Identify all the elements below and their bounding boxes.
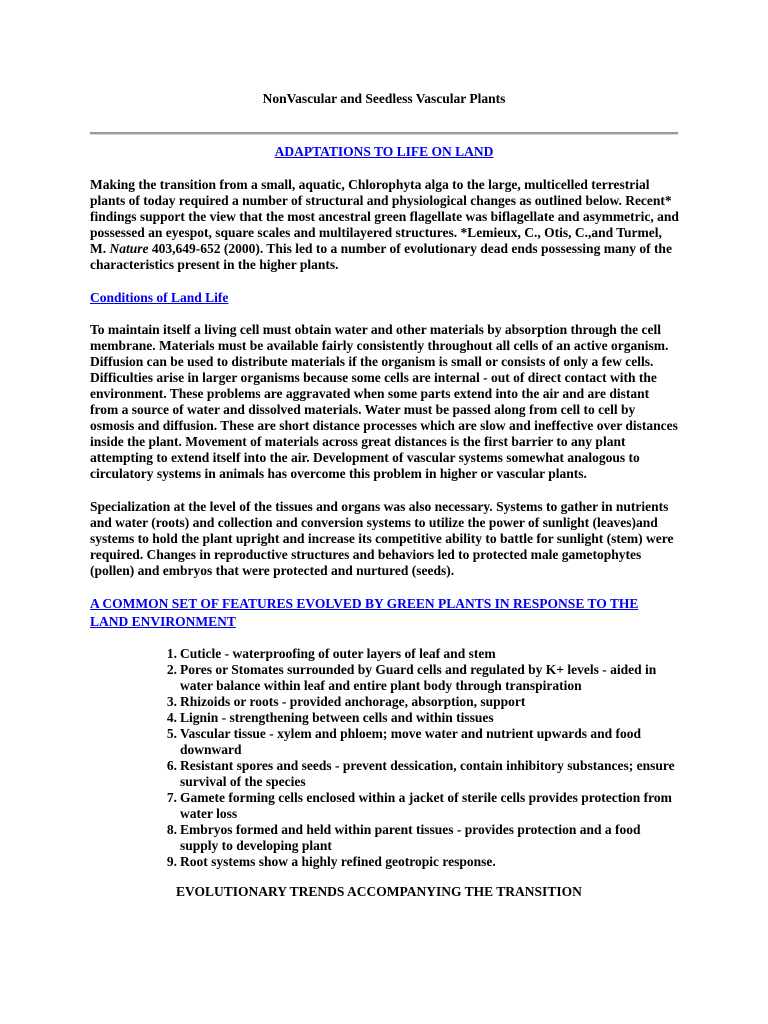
conditions-of-land-life-link[interactable]: Conditions of Land Life (90, 290, 229, 305)
conditions-heading (90, 289, 680, 307)
list-item: 6. Resistant spores and seeds - prevent dessication, contain inhibitory substances; ensure survival of the species (166, 758, 675, 789)
list-item: 4. Lignin - strengthening between cells and within tissues (166, 710, 494, 725)
features-list (166, 646, 680, 870)
journal-name: Nature (109, 241, 149, 256)
list-item: 2. Pores or Stomates surrounded by Guard cells and regulated by K+ levels - aided in water balance within leaf and entire plant body through transpiration (166, 662, 657, 693)
intro-text-part2: 403,649-652 (2000). This led to a number of evolutionary dead ends possessing many of the characteristics present in the higher plants. (90, 241, 672, 272)
common-features-link[interactable]: A COMMON SET OF FEATURES EVOLVED BY GREEN PLANTS IN RESPONSE TO THE LAND ENVIRONMENT (90, 596, 639, 629)
features-heading (90, 595, 670, 631)
intro-paragraph (90, 177, 680, 273)
evolutionary-trends-heading: EVOLUTIONARY TRENDS ACCOMPANYING THE TRANSITION (176, 884, 582, 899)
conditions-paragraph: To maintain itself a living cell must obtain water and other materials by absorption through the cell membrane. Materials must be available fairly consistently throughout all cells of an active organism. Diffusion can be used to distribute materials if the organism is small or consists of only a few cells. Difficulties arise in larger organisms because some cells are internal - out of direct contact with the environment. These problems are aggravated when some parts extend into the air and are distant from a source of water and dissolved materials. Water must be passed along from cell to cell by osmosis and diffusion. These are short distance processes which are slow and ineffective over distances inside the plant. Movement of materials across great distances is the first barrier to any plant attempting to extend itself into the air. Development of vascular systems somewhat analogous to circulatory systems in animals has overcome this problem in higher or vascular plants. (90, 322, 678, 481)
list-item: 9. Root systems show a highly refined geotropic response. (166, 854, 496, 869)
list-item: 7. Gamete forming cells enclosed within a jacket of sterile cells provides protection from water loss (166, 790, 672, 821)
list-item: 1. Cuticle - waterproofing of outer layers of leaf and stem (166, 646, 496, 661)
list-item: 3. Rhizoids or roots - provided anchorage, absorption, support (166, 694, 526, 709)
adaptations-link[interactable]: ADAPTATIONS TO LIFE ON LAND (274, 144, 494, 159)
list-item: 8. Embryos formed and held within parent tissues - provides protection and a food supply to developing plant (166, 822, 641, 853)
horizontal-rule (90, 132, 678, 135)
page-title: NonVascular and Seedless Vascular Plants (262, 91, 506, 106)
list-item: 5. Vascular tissue - xylem and phloem; move water and nutrient upwards and food downward (166, 726, 642, 757)
section-heading-adaptations (0, 143, 768, 161)
specialization-paragraph: Specialization at the level of the tissues and organs was also necessary. Systems to gather in nutrients and water (roots) and collection and conversion systems to utilize the power of sunlight (leaves)and systems to hold the plant upright and increase its competitive ability to battle for sunlight (stem) were required. Changes in reproductive structures and behaviors led to protected male gametophytes (pollen) and embryos that were protected and nurtured (seeds). (90, 499, 674, 578)
intro-text-part1: Making the transition from a small, aquatic, Chlorophyta alga to the large, multicelled terrestrial plants of today required a number of structural and physiological changes as outlined below. Recent* findings support the view that the most ancestral green flagellate was biflagellate and asymmetric, and possessed an eyespot, square scales and multilayered structures. *Lemieux, C., Otis, C.,and Turmel, M. (90, 177, 679, 256)
